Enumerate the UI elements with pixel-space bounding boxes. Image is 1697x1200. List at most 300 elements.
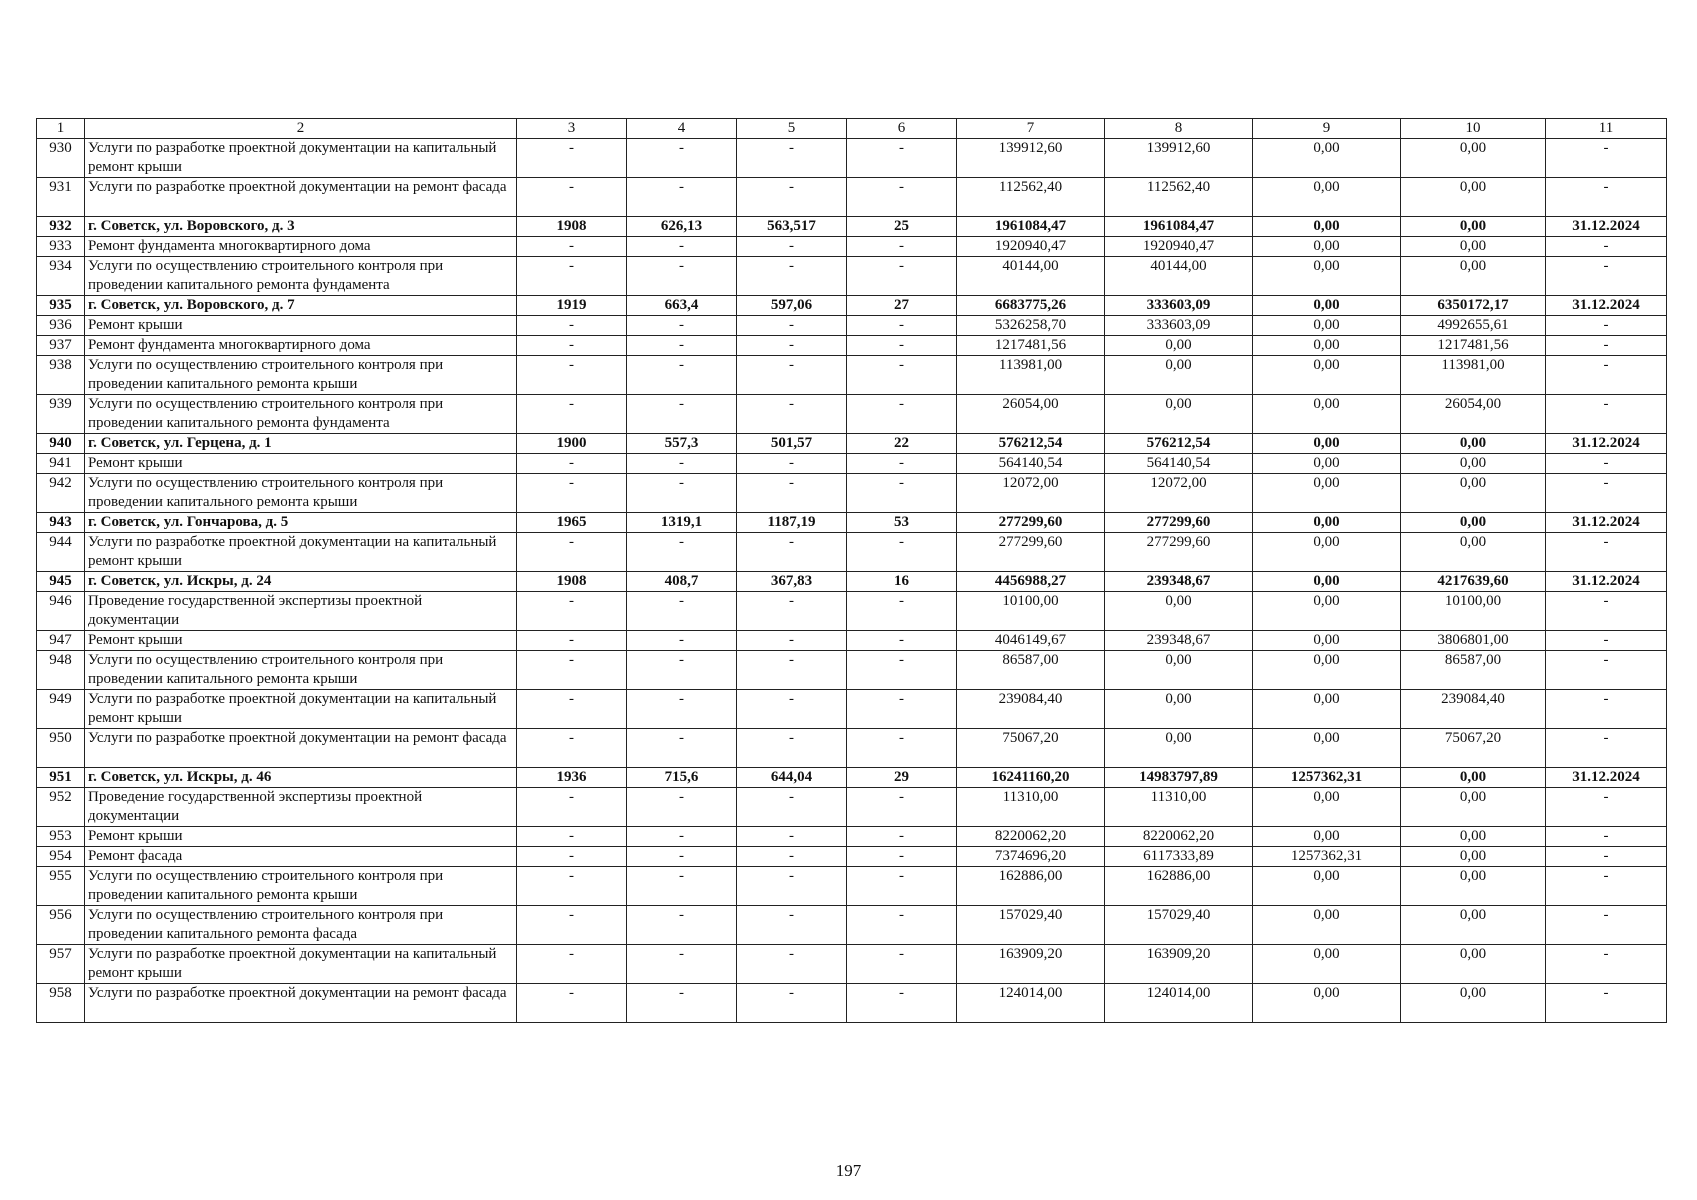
row-number: 951 — [37, 768, 85, 788]
col-3-value: 1908 — [517, 217, 627, 237]
col-8-amount: 157029,40 — [1105, 906, 1253, 945]
col-11-value: - — [1546, 257, 1667, 296]
work-description: Услуги по разработке проектной документации на ремонт фасада — [85, 984, 517, 1023]
col-11-value: - — [1546, 356, 1667, 395]
col-5-value: - — [737, 316, 847, 336]
table-row — [37, 336, 1667, 356]
col-4-value: - — [627, 945, 737, 984]
col-5-value: - — [737, 651, 847, 690]
col-8-amount: 112562,40 — [1105, 178, 1253, 217]
col-4-value: - — [627, 867, 737, 906]
col-9-amount: 0,00 — [1253, 454, 1401, 474]
row-number: 940 — [37, 434, 85, 454]
col-7-amount: 277299,60 — [957, 533, 1105, 572]
col-5-value: - — [737, 336, 847, 356]
col-10-amount: 0,00 — [1401, 533, 1546, 572]
table-row — [37, 257, 1667, 296]
col-6-value: - — [847, 139, 957, 178]
col-4-value: 557,3 — [627, 434, 737, 454]
col-7-amount: 124014,00 — [957, 984, 1105, 1023]
col-5-value: - — [737, 592, 847, 631]
col-3-value: - — [517, 827, 627, 847]
col-7-amount: 75067,20 — [957, 729, 1105, 768]
col-11-value: - — [1546, 533, 1667, 572]
table-row — [37, 395, 1667, 434]
col-6-value: - — [847, 788, 957, 827]
col-9-amount: 0,00 — [1253, 827, 1401, 847]
col-7-amount: 6683775,26 — [957, 296, 1105, 316]
col-8-amount: 162886,00 — [1105, 867, 1253, 906]
col-8-amount: 6117333,89 — [1105, 847, 1253, 867]
table-row — [37, 474, 1667, 513]
col-11-value: - — [1546, 906, 1667, 945]
col-3-value: - — [517, 788, 627, 827]
col-4-value: - — [627, 237, 737, 257]
col-5-value: - — [737, 945, 847, 984]
col-4-value: - — [627, 984, 737, 1023]
work-description: г. Советск, ул. Герцена, д. 1 — [85, 434, 517, 454]
col-3-value: - — [517, 395, 627, 434]
col-7-amount: 4456988,27 — [957, 572, 1105, 592]
col-7-amount: 26054,00 — [957, 395, 1105, 434]
col-10-amount: 6350172,17 — [1401, 296, 1546, 316]
col-11-value: - — [1546, 729, 1667, 768]
col-7-amount: 86587,00 — [957, 651, 1105, 690]
col-10-amount: 3806801,00 — [1401, 631, 1546, 651]
col-10-amount: 0,00 — [1401, 945, 1546, 984]
row-number: 938 — [37, 356, 85, 395]
col-3-value: - — [517, 336, 627, 356]
row-number: 949 — [37, 690, 85, 729]
col-3-value: - — [517, 945, 627, 984]
col-7-amount: 113981,00 — [957, 356, 1105, 395]
col-10-amount: 0,00 — [1401, 139, 1546, 178]
col-9-amount: 0,00 — [1253, 729, 1401, 768]
col-5-value: - — [737, 533, 847, 572]
col-9-amount: 0,00 — [1253, 867, 1401, 906]
col-6-value: - — [847, 690, 957, 729]
col-10-amount: 0,00 — [1401, 454, 1546, 474]
row-number: 953 — [37, 827, 85, 847]
col-6-value: - — [847, 237, 957, 257]
work-description: г. Советск, ул. Искры, д. 24 — [85, 572, 517, 592]
col-9-amount: 0,00 — [1253, 356, 1401, 395]
col-4-value: - — [627, 592, 737, 631]
address-row — [37, 572, 1667, 592]
table-row — [37, 984, 1667, 1023]
table-row — [37, 906, 1667, 945]
col-5-value: - — [737, 454, 847, 474]
col-5-value: - — [737, 257, 847, 296]
col-8-amount: 14983797,89 — [1105, 768, 1253, 788]
work-description: Ремонт фундамента многоквартирного дома — [85, 336, 517, 356]
col-4-value: 626,13 — [627, 217, 737, 237]
col-9-amount: 0,00 — [1253, 513, 1401, 533]
row-number: 942 — [37, 474, 85, 513]
row-number: 930 — [37, 139, 85, 178]
col-10-amount: 1217481,56 — [1401, 336, 1546, 356]
col-3-value: 1965 — [517, 513, 627, 533]
col-3-value: - — [517, 690, 627, 729]
col-10-amount: 0,00 — [1401, 434, 1546, 454]
col-11-value: - — [1546, 474, 1667, 513]
col-5-value: - — [737, 139, 847, 178]
table-row — [37, 454, 1667, 474]
col-9-amount: 0,00 — [1253, 395, 1401, 434]
col-5-value: - — [737, 906, 847, 945]
col-9-amount: 0,00 — [1253, 434, 1401, 454]
col-11-value: - — [1546, 592, 1667, 631]
column-header: 5 — [737, 119, 847, 139]
table-row — [37, 729, 1667, 768]
col-10-amount: 0,00 — [1401, 788, 1546, 827]
col-4-value: - — [627, 316, 737, 336]
col-6-value: - — [847, 945, 957, 984]
col-4-value: - — [627, 847, 737, 867]
col-5-value: - — [737, 356, 847, 395]
table-row — [37, 237, 1667, 257]
col-7-amount: 139912,60 — [957, 139, 1105, 178]
row-number: 936 — [37, 316, 85, 336]
col-8-amount: 277299,60 — [1105, 533, 1253, 572]
table-row — [37, 827, 1667, 847]
col-11-value: 31.12.2024 — [1546, 434, 1667, 454]
col-8-amount: 576212,54 — [1105, 434, 1253, 454]
col-8-amount: 1961084,47 — [1105, 217, 1253, 237]
col-8-amount: 0,00 — [1105, 690, 1253, 729]
work-description: Услуги по разработке проектной документации на капитальный ремонт крыши — [85, 945, 517, 984]
col-6-value: - — [847, 651, 957, 690]
col-11-value: 31.12.2024 — [1546, 217, 1667, 237]
col-11-value: - — [1546, 237, 1667, 257]
row-number: 955 — [37, 867, 85, 906]
col-7-amount: 1961084,47 — [957, 217, 1105, 237]
col-3-value: - — [517, 651, 627, 690]
row-number: 948 — [37, 651, 85, 690]
col-3-value: - — [517, 847, 627, 867]
col-11-value: - — [1546, 178, 1667, 217]
col-4-value: - — [627, 651, 737, 690]
col-7-amount: 10100,00 — [957, 592, 1105, 631]
work-description: Услуги по осуществлению строительного контроля при проведении капитального ремонта крыши — [85, 867, 517, 906]
col-6-value: - — [847, 847, 957, 867]
col-8-amount: 163909,20 — [1105, 945, 1253, 984]
col-6-value: - — [847, 178, 957, 217]
col-9-amount: 1257362,31 — [1253, 847, 1401, 867]
col-5-value: - — [737, 395, 847, 434]
row-number: 952 — [37, 788, 85, 827]
col-11-value: - — [1546, 867, 1667, 906]
col-6-value: - — [847, 395, 957, 434]
col-3-value: - — [517, 139, 627, 178]
col-7-amount: 564140,54 — [957, 454, 1105, 474]
col-5-value: 367,83 — [737, 572, 847, 592]
col-3-value: - — [517, 631, 627, 651]
col-10-amount: 0,00 — [1401, 217, 1546, 237]
work-description: Услуги по осуществлению строительного контроля при проведении капитального ремонта крыши — [85, 651, 517, 690]
col-3-value: - — [517, 316, 627, 336]
table-row — [37, 945, 1667, 984]
col-7-amount: 1217481,56 — [957, 336, 1105, 356]
col-4-value: 408,7 — [627, 572, 737, 592]
page-number: 197 — [835, 1161, 862, 1180]
work-description: Услуги по осуществлению строительного контроля при проведении капитального ремонта крыши — [85, 356, 517, 395]
col-11-value: 31.12.2024 — [1546, 513, 1667, 533]
col-9-amount: 0,00 — [1253, 788, 1401, 827]
col-4-value: - — [627, 788, 737, 827]
column-header: 1 — [37, 119, 85, 139]
col-7-amount: 163909,20 — [957, 945, 1105, 984]
col-9-amount: 0,00 — [1253, 296, 1401, 316]
col-9-amount: 0,00 — [1253, 906, 1401, 945]
col-6-value: 53 — [847, 513, 957, 533]
col-9-amount: 0,00 — [1253, 592, 1401, 631]
col-10-amount: 0,00 — [1401, 827, 1546, 847]
col-3-value: - — [517, 356, 627, 395]
col-10-amount: 0,00 — [1401, 847, 1546, 867]
col-7-amount: 277299,60 — [957, 513, 1105, 533]
col-10-amount: 0,00 — [1401, 257, 1546, 296]
col-4-value: - — [627, 690, 737, 729]
col-6-value: - — [847, 336, 957, 356]
row-number: 943 — [37, 513, 85, 533]
col-10-amount: 0,00 — [1401, 237, 1546, 257]
col-6-value: - — [847, 474, 957, 513]
col-7-amount: 1920940,47 — [957, 237, 1105, 257]
address-row — [37, 217, 1667, 237]
col-6-value: - — [847, 257, 957, 296]
col-8-amount: 239348,67 — [1105, 631, 1253, 651]
col-4-value: - — [627, 139, 737, 178]
col-7-amount: 4046149,67 — [957, 631, 1105, 651]
col-8-amount: 0,00 — [1105, 356, 1253, 395]
col-3-value: - — [517, 237, 627, 257]
col-4-value: - — [627, 827, 737, 847]
col-8-amount: 239348,67 — [1105, 572, 1253, 592]
work-description: Услуги по разработке проектной документации на капитальный ремонт крыши — [85, 139, 517, 178]
col-10-amount: 0,00 — [1401, 984, 1546, 1023]
col-11-value: - — [1546, 945, 1667, 984]
col-10-amount: 113981,00 — [1401, 356, 1546, 395]
col-8-amount: 0,00 — [1105, 592, 1253, 631]
work-description: Ремонт крыши — [85, 631, 517, 651]
work-description: Услуги по разработке проектной документации на капитальный ремонт крыши — [85, 690, 517, 729]
col-9-amount: 1257362,31 — [1253, 768, 1401, 788]
document-page — [36, 118, 1666, 1023]
col-10-amount: 0,00 — [1401, 906, 1546, 945]
col-3-value: - — [517, 906, 627, 945]
col-6-value: 27 — [847, 296, 957, 316]
work-description: Услуги по разработке проектной документации на ремонт фасада — [85, 178, 517, 217]
col-10-amount: 4992655,61 — [1401, 316, 1546, 336]
col-8-amount: 139912,60 — [1105, 139, 1253, 178]
col-10-amount: 0,00 — [1401, 178, 1546, 217]
column-header: 8 — [1105, 119, 1253, 139]
col-10-amount: 10100,00 — [1401, 592, 1546, 631]
col-5-value: - — [737, 729, 847, 768]
col-11-value: 31.12.2024 — [1546, 768, 1667, 788]
col-9-amount: 0,00 — [1253, 336, 1401, 356]
col-6-value: - — [847, 316, 957, 336]
col-5-value: 597,06 — [737, 296, 847, 316]
col-8-amount: 40144,00 — [1105, 257, 1253, 296]
col-7-amount: 11310,00 — [957, 788, 1105, 827]
col-3-value: - — [517, 592, 627, 631]
work-description: Услуги по осуществлению строительного контроля при проведении капитального ремонта фасада — [85, 906, 517, 945]
row-number: 958 — [37, 984, 85, 1023]
column-header: 10 — [1401, 119, 1546, 139]
table-row — [37, 178, 1667, 217]
col-8-amount: 0,00 — [1105, 395, 1253, 434]
col-3-value: 1936 — [517, 768, 627, 788]
col-3-value: 1900 — [517, 434, 627, 454]
col-4-value: 663,4 — [627, 296, 737, 316]
col-9-amount: 0,00 — [1253, 178, 1401, 217]
table-body — [37, 139, 1667, 1023]
work-description: г. Советск, ул. Воровского, д. 7 — [85, 296, 517, 316]
col-5-value: 1187,19 — [737, 513, 847, 533]
col-9-amount: 0,00 — [1253, 651, 1401, 690]
row-number: 931 — [37, 178, 85, 217]
col-11-value: - — [1546, 827, 1667, 847]
row-number: 933 — [37, 237, 85, 257]
row-number: 935 — [37, 296, 85, 316]
col-8-amount: 1920940,47 — [1105, 237, 1253, 257]
col-6-value: - — [847, 356, 957, 395]
col-7-amount: 16241160,20 — [957, 768, 1105, 788]
col-11-value: - — [1546, 139, 1667, 178]
row-number: 932 — [37, 217, 85, 237]
col-9-amount: 0,00 — [1253, 984, 1401, 1023]
col-7-amount: 112562,40 — [957, 178, 1105, 217]
row-number: 939 — [37, 395, 85, 434]
column-header: 9 — [1253, 119, 1401, 139]
col-9-amount: 0,00 — [1253, 217, 1401, 237]
col-6-value: - — [847, 729, 957, 768]
table-row — [37, 651, 1667, 690]
col-11-value: - — [1546, 316, 1667, 336]
col-5-value: - — [737, 788, 847, 827]
row-number: 957 — [37, 945, 85, 984]
col-5-value: 644,04 — [737, 768, 847, 788]
col-6-value: - — [847, 867, 957, 906]
col-9-amount: 0,00 — [1253, 316, 1401, 336]
col-8-amount: 0,00 — [1105, 729, 1253, 768]
col-6-value: - — [847, 454, 957, 474]
col-6-value: - — [847, 533, 957, 572]
table-row — [37, 690, 1667, 729]
work-description: Услуги по разработке проектной документации на капитальный ремонт крыши — [85, 533, 517, 572]
work-description: г. Советск, ул. Искры, д. 46 — [85, 768, 517, 788]
col-4-value: - — [627, 729, 737, 768]
col-8-amount: 564140,54 — [1105, 454, 1253, 474]
col-11-value: - — [1546, 788, 1667, 827]
row-number: 945 — [37, 572, 85, 592]
column-number-header-row — [37, 119, 1667, 139]
col-6-value: 25 — [847, 217, 957, 237]
col-4-value: 1319,1 — [627, 513, 737, 533]
address-row — [37, 434, 1667, 454]
table-row — [37, 847, 1667, 867]
row-number: 947 — [37, 631, 85, 651]
work-description: Проведение государственной экспертизы проектной документации — [85, 788, 517, 827]
col-3-value: - — [517, 984, 627, 1023]
column-header: 2 — [85, 119, 517, 139]
col-8-amount: 0,00 — [1105, 336, 1253, 356]
col-11-value: - — [1546, 847, 1667, 867]
col-7-amount: 576212,54 — [957, 434, 1105, 454]
address-row — [37, 296, 1667, 316]
row-number: 934 — [37, 257, 85, 296]
work-description: Ремонт крыши — [85, 827, 517, 847]
col-10-amount: 4217639,60 — [1401, 572, 1546, 592]
row-number: 937 — [37, 336, 85, 356]
col-9-amount: 0,00 — [1253, 257, 1401, 296]
col-11-value: - — [1546, 395, 1667, 434]
col-11-value: 31.12.2024 — [1546, 296, 1667, 316]
col-7-amount: 5326258,70 — [957, 316, 1105, 336]
row-number: 956 — [37, 906, 85, 945]
col-7-amount: 7374696,20 — [957, 847, 1105, 867]
col-9-amount: 0,00 — [1253, 631, 1401, 651]
col-5-value: - — [737, 984, 847, 1023]
col-5-value: - — [737, 474, 847, 513]
col-11-value: - — [1546, 984, 1667, 1023]
col-11-value: - — [1546, 631, 1667, 651]
work-description: г. Советск, ул. Гончарова, д. 5 — [85, 513, 517, 533]
col-3-value: - — [517, 867, 627, 906]
col-3-value: - — [517, 474, 627, 513]
col-10-amount: 0,00 — [1401, 867, 1546, 906]
col-8-amount: 0,00 — [1105, 651, 1253, 690]
table-row — [37, 592, 1667, 631]
col-4-value: 715,6 — [627, 768, 737, 788]
col-5-value: - — [737, 867, 847, 906]
col-11-value: - — [1546, 454, 1667, 474]
col-11-value: - — [1546, 336, 1667, 356]
col-3-value: - — [517, 178, 627, 217]
col-3-value: 1919 — [517, 296, 627, 316]
col-6-value: - — [847, 631, 957, 651]
col-10-amount: 0,00 — [1401, 768, 1546, 788]
col-4-value: - — [627, 474, 737, 513]
table-row — [37, 631, 1667, 651]
col-7-amount: 162886,00 — [957, 867, 1105, 906]
col-10-amount: 0,00 — [1401, 474, 1546, 513]
column-header: 11 — [1546, 119, 1667, 139]
table-row — [37, 356, 1667, 395]
row-number: 954 — [37, 847, 85, 867]
col-9-amount: 0,00 — [1253, 474, 1401, 513]
col-4-value: - — [627, 395, 737, 434]
work-description: г. Советск, ул. Воровского, д. 3 — [85, 217, 517, 237]
work-description: Услуги по осуществлению строительного контроля при проведении капитального ремонта фундамента — [85, 395, 517, 434]
col-5-value: - — [737, 847, 847, 867]
col-3-value: 1908 — [517, 572, 627, 592]
col-3-value: - — [517, 454, 627, 474]
address-row — [37, 768, 1667, 788]
col-4-value: - — [627, 533, 737, 572]
work-description: Ремонт фасада — [85, 847, 517, 867]
col-4-value: - — [627, 178, 737, 217]
col-6-value: 16 — [847, 572, 957, 592]
work-description: Проведение государственной экспертизы проектной документации — [85, 592, 517, 631]
col-8-amount: 277299,60 — [1105, 513, 1253, 533]
col-10-amount: 239084,40 — [1401, 690, 1546, 729]
col-7-amount: 157029,40 — [957, 906, 1105, 945]
column-header: 3 — [517, 119, 627, 139]
col-3-value: - — [517, 533, 627, 572]
